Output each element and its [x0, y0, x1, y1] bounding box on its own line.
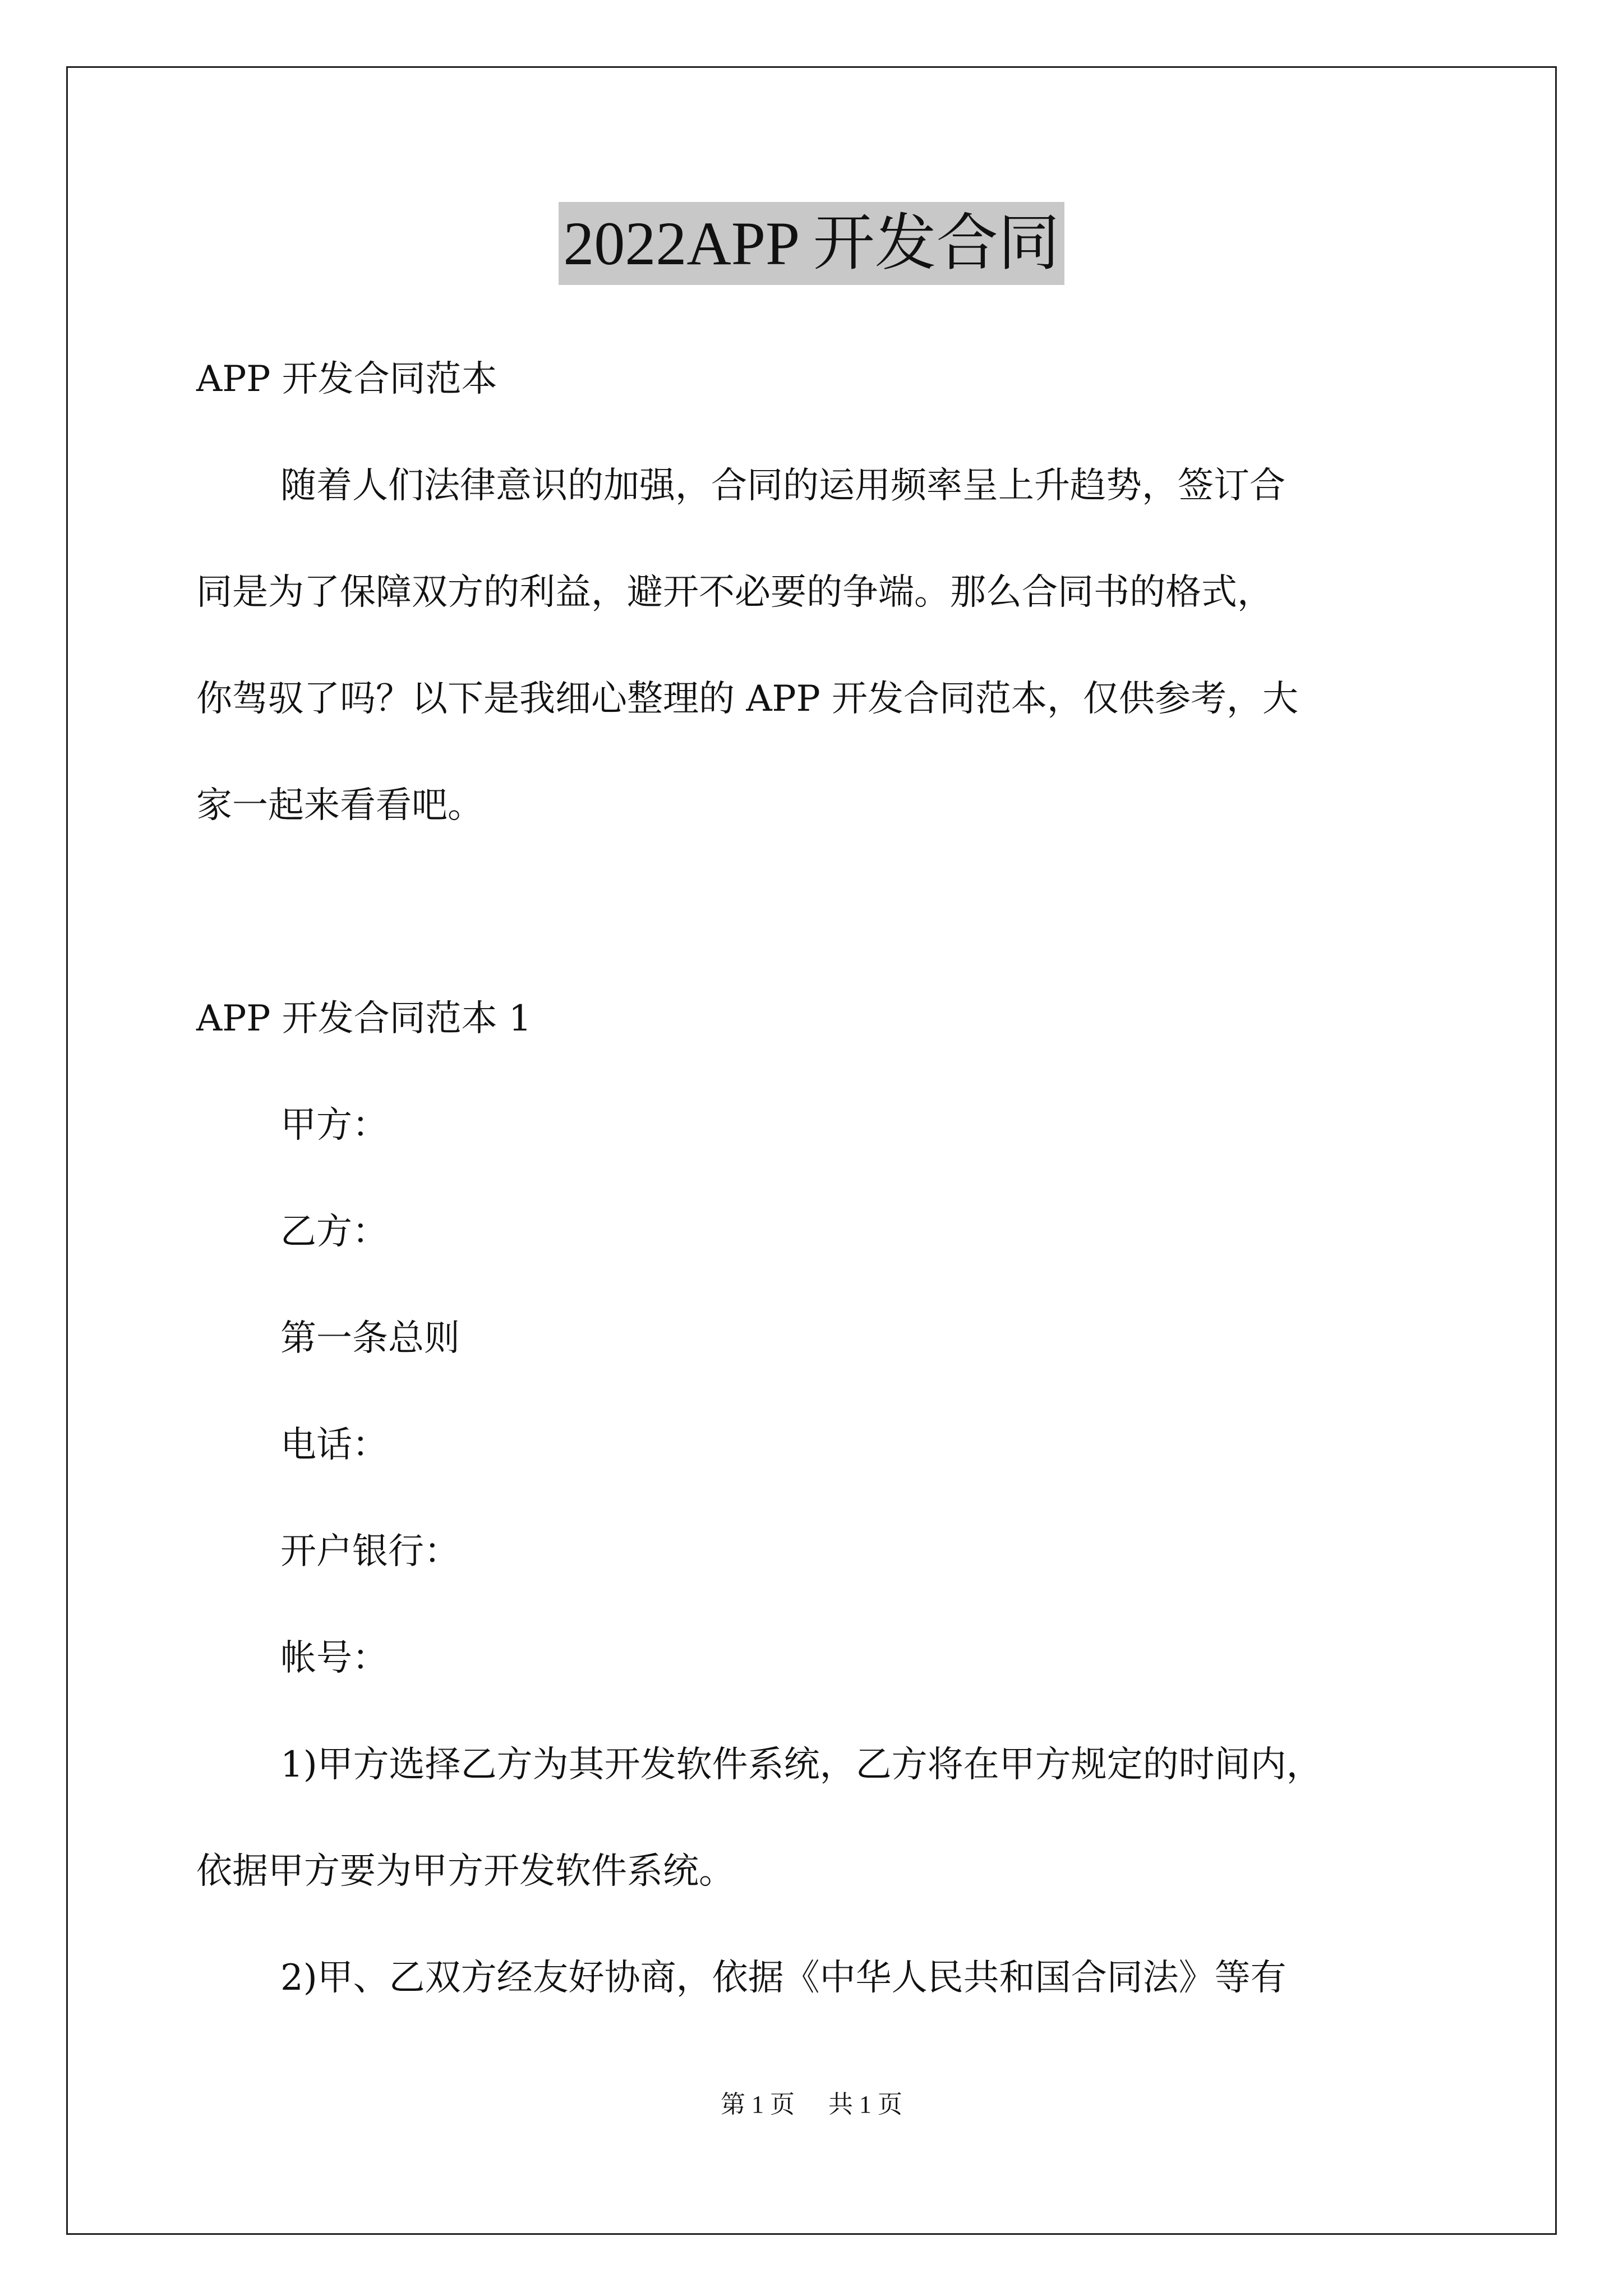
- page-footer: [0, 2089, 1623, 2120]
- clause-line: 1)甲方选择乙方为其开发软件系统，乙方将在甲方规定的时间内，: [280, 1744, 1322, 1786]
- paragraph-line: 随着人们法律意识的加强，合同的运用频率呈上升趋势，签订合: [280, 465, 1285, 507]
- bank-label: 开户银行：: [280, 1531, 460, 1572]
- page-number: 第 1 页: [721, 2091, 795, 2118]
- section-heading: APP 开发合同范本 1: [196, 998, 532, 1039]
- party-b-label: 乙方：: [280, 1211, 388, 1253]
- paragraph-line: 同是为了保障双方的利益，避开不必要的争端。那么合同书的格式，: [196, 572, 1273, 613]
- party-a-label: 甲方：: [280, 1105, 388, 1146]
- section-heading: APP 开发合同范本: [196, 358, 497, 400]
- paragraph-line: 家一起来看看吧。: [196, 785, 483, 826]
- title-container: [0, 202, 1623, 285]
- page-total: 共 1 页: [828, 2091, 902, 2118]
- clause-line: 依据甲方要为甲方开发软件系统。: [196, 1851, 735, 1892]
- document-title: 2022APP 开发合同: [559, 202, 1064, 285]
- clause-line: 2)甲、乙双方经友好协商，依据《中华人民共和国合同法》等有: [280, 1957, 1287, 1999]
- article-heading: 第一条总则: [280, 1318, 460, 1359]
- account-label: 帐号：: [280, 1637, 388, 1679]
- paragraph-line: 你驾驭了吗？以下是我细心整理的 APP 开发合同范本，仅供参考，大: [196, 678, 1299, 720]
- phone-label: 电话：: [280, 1424, 388, 1466]
